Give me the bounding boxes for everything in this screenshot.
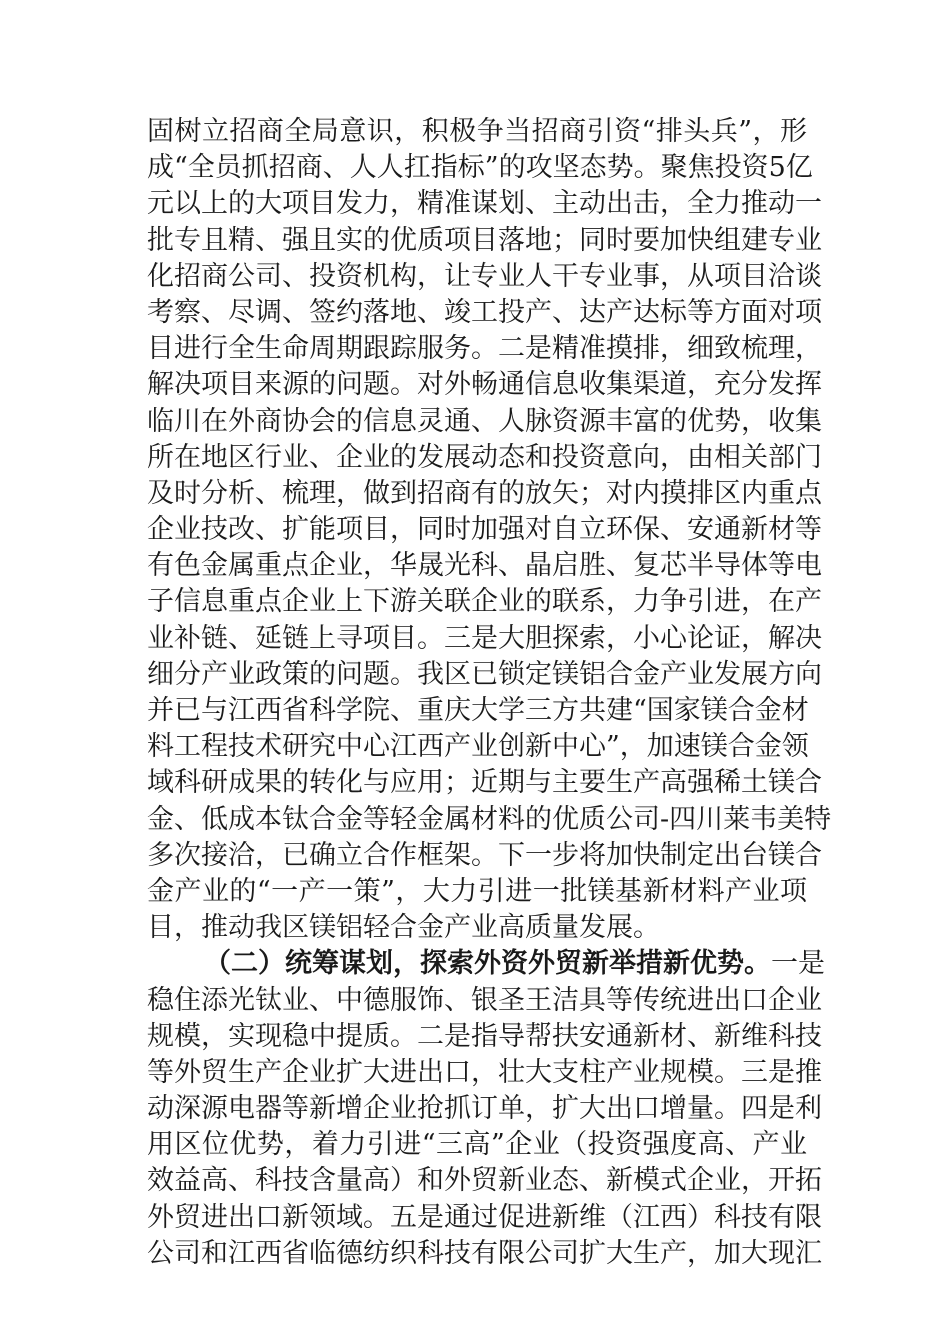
text-line: 目进行全生命周期跟踪服务。二是精准摸排，细致梳理， [147, 333, 822, 365]
text-line: 企业技改、扩能项目，同时加强对自立环保、安通新材等 [147, 514, 822, 546]
section-heading: （二）统筹谋划，探索外资外贸新举措新优势。 [204, 948, 771, 980]
text-line: 临川在外商协会的信息灵通、人脉资源丰富的优势，收集 [147, 405, 822, 437]
text-line: 业补链、延链上寻项目。三是大胆探索，小心论证，解决 [147, 622, 822, 654]
text-line: 有色金属重点企业，华晟光科、晶启胜、复芯半导体等电 [147, 550, 822, 582]
document-body [147, 114, 832, 1272]
text-line: 等外贸生产企业扩大进出口，壮大支柱产业规模。三是推 [147, 1056, 822, 1088]
text-line: 稳住添光钛业、中德服饰、银圣王洁具等传统进出口企业 [147, 984, 822, 1016]
paragraph-2 [147, 946, 825, 1272]
text-line: 并已与江西省科学院、重庆大学三方共建“国家镁合金材 [147, 695, 809, 726]
text-line: 动深源电器等新增企业抢抓订单，扩大出口增量。四是利 [147, 1093, 822, 1125]
text-line: 多次接洽，已确立合作框架。下一步将加快制定出台镁合 [147, 839, 822, 871]
text-line: 解决项目来源的问题。对外畅通信息收集渠道，充分发挥 [147, 369, 822, 401]
text-line: 目，推动我区镁铝轻合金产业高质量发展。 [147, 912, 660, 944]
text-line: 域科研成果的转化与应用；近期与主要生产高强稀土镁合 [147, 767, 822, 799]
paragraph-1 [147, 114, 832, 946]
text-line: 细分产业政策的问题。我区已锁定镁铝合金产业发展方向 [147, 658, 822, 690]
text-line: 考察、尽调、签约落地、竣工投产、达产达标等方面对项 [147, 296, 822, 328]
text-line: 规模，实现稳中提质。二是指导帮扶安通新材、新维科技 [147, 1020, 822, 1052]
text-line: 公司和江西省临德纺织科技有限公司扩大生产，加大现汇 [147, 1237, 822, 1269]
text-line: 用区位优势，着力引进“三高”企业（投资强度高、产业 [147, 1129, 807, 1161]
text-line: 成“全员抓招商、人人扛指标”的攻坚态势。聚焦投资5亿 [147, 152, 813, 184]
text-line: 料工程技术研究中心江西产业创新中心”，加速镁合金领 [147, 731, 809, 763]
text-line: 子信息重点企业上下游关联企业的联系，力争引进，在产 [147, 586, 822, 618]
text-line: 及时分析、梳理，做到招商有的放矢；对内摸排区内重点 [147, 477, 822, 509]
paragraph-2-first-line [147, 946, 825, 982]
text-line: 化招商公司、投资机构，让专业人干专业事，从项目洽谈 [147, 260, 822, 292]
text-line: 外贸进出口新领域。五是通过促进新维（江西）科技有限 [147, 1201, 822, 1233]
text-line: 所在地区行业、企业的发展动态和投资意向，由相关部门 [147, 441, 822, 473]
text-line: 批专且精、强且实的优质项目落地；同时要加快组建专业 [147, 224, 822, 256]
text-line: 固树立招商全局意识，积极争当招商引资“排头兵”，形 [147, 116, 807, 147]
text-line: 金、低成本钛合金等轻金属材料的优质公司-四川莱韦美特 [147, 803, 832, 835]
text-run: 一是 [771, 948, 825, 980]
text-line: 效益高、科技含量高）和外贸新业态、新模式企业，开拓 [147, 1165, 822, 1197]
text-line: 元以上的大项目发力，精准谋划、主动出击，全力推动一 [147, 188, 822, 220]
text-line: 金产业的“一产一策”，大力引进一批镁基新材料产业项 [147, 875, 807, 907]
